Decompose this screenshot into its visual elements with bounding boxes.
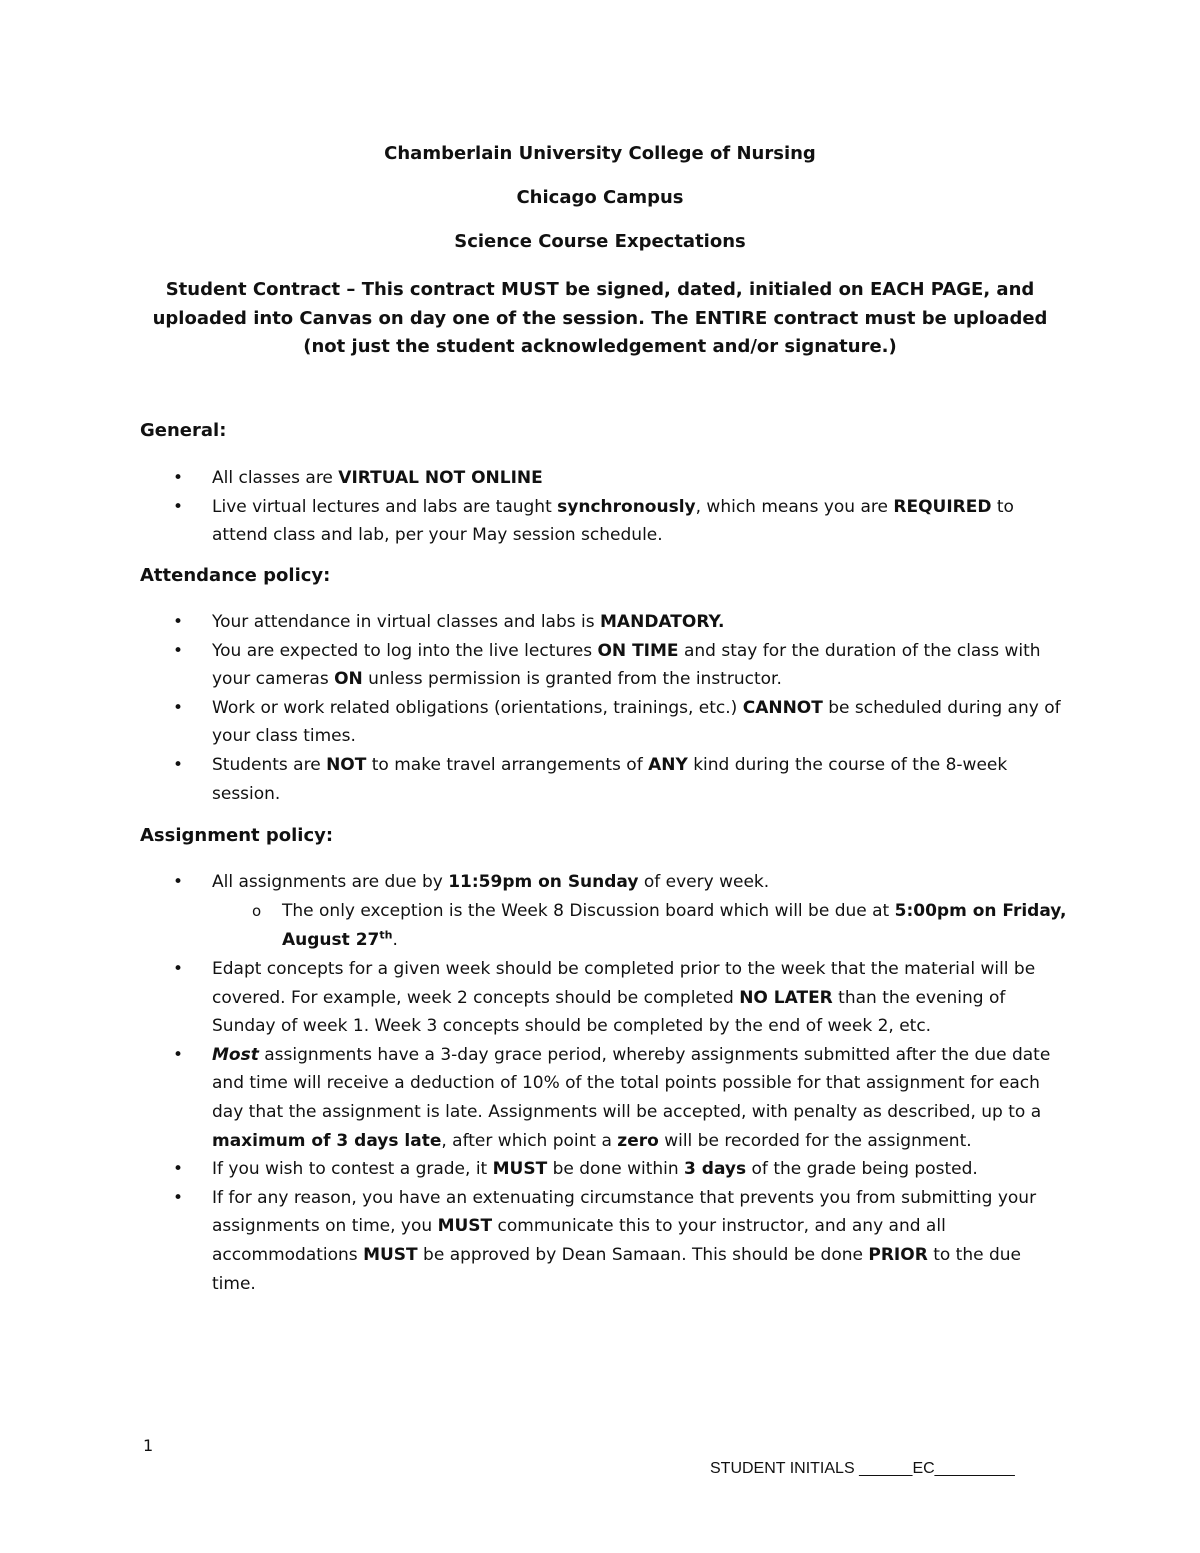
- sub-list-item: o The only exception is the Week 8 Discussion board which will be due at 5:00pm on Friday, August 27th.: [140, 897, 1070, 954]
- sub-bullet-marker: o: [252, 902, 262, 920]
- general-list: [140, 464, 1070, 550]
- list-item: • If for any reason, you have an extenuating circumstance that prevents you from submitting your assignments on time, you MUST communicate this to your instructor, and any and all accommodations MUST be approved by Dean Samaan. This should be done PRIOR to the due time.: [140, 1184, 1070, 1298]
- student-initials-line: STUDENT INITIALS ______EC_________: [710, 1460, 1015, 1477]
- attendance-heading: Attendance policy:: [140, 565, 331, 586]
- list-item: • Students are NOT to make travel arrangements of ANY kind during the course of the 8-week session.: [140, 751, 1070, 808]
- assignment-list: [140, 868, 1070, 897]
- assignment-list-continued: [140, 955, 1070, 1298]
- list-item: • Live virtual lectures and labs are taught synchronously, which means you are REQUIRED to attend class and lab, per your May session schedule.: [140, 493, 1070, 550]
- list-item: • Your attendance in virtual classes and labs is MANDATORY.: [140, 608, 1070, 637]
- assignment-heading: Assignment policy:: [140, 825, 334, 846]
- attendance-list: [140, 608, 1070, 808]
- list-item: • Most assignments have a 3-day grace period, whereby assignments submitted after the due date and time will receive a deduction of 10% of the total points possible for that assignment for each day that the assignment is late. Assignments will be accepted, with penalty as described, up to a maximum of 3 days late, after which point a zero will be recorded for the assignment.: [140, 1041, 1070, 1155]
- list-item: • Edapt concepts for a given week should be completed prior to the week that the material will be covered. For example, week 2 concepts should be completed NO LATER than the evening of Sunday of week 1. Week 3 concepts should be completed by the end of week 2, etc.: [140, 955, 1070, 1041]
- list-item: • All classes are VIRTUAL NOT ONLINE: [140, 464, 1070, 493]
- campus-name: Chicago Campus: [516, 187, 684, 208]
- list-item: • If you wish to contest a grade, it MUST be done within 3 days of the grade being posted.: [140, 1155, 1070, 1184]
- document-subtitle: Science Course Expectations: [454, 231, 746, 252]
- page-number: 1: [143, 1436, 154, 1455]
- sub-list: [140, 897, 1070, 954]
- list-item: • All assignments are due by 11:59pm on Sunday of every week.: [140, 868, 1070, 897]
- document-title: Chamberlain University College of Nursing: [384, 143, 816, 164]
- list-item: • Work or work related obligations (orientations, trainings, etc.) CANNOT be scheduled during any of your class times.: [140, 694, 1070, 751]
- contract-notice: Student Contract – This contract MUST be signed, dated, initialed on EACH PAGE, and uploaded into Canvas on day one of the session. The ENTIRE contract must be uploaded (not just the student acknowledgement and/or signature.): [152, 279, 1048, 357]
- list-item: • You are expected to log into the live lectures ON TIME and stay for the duration of the class with your cameras ON unless permission is granted from the instructor.: [140, 637, 1070, 694]
- general-heading: General:: [140, 420, 227, 441]
